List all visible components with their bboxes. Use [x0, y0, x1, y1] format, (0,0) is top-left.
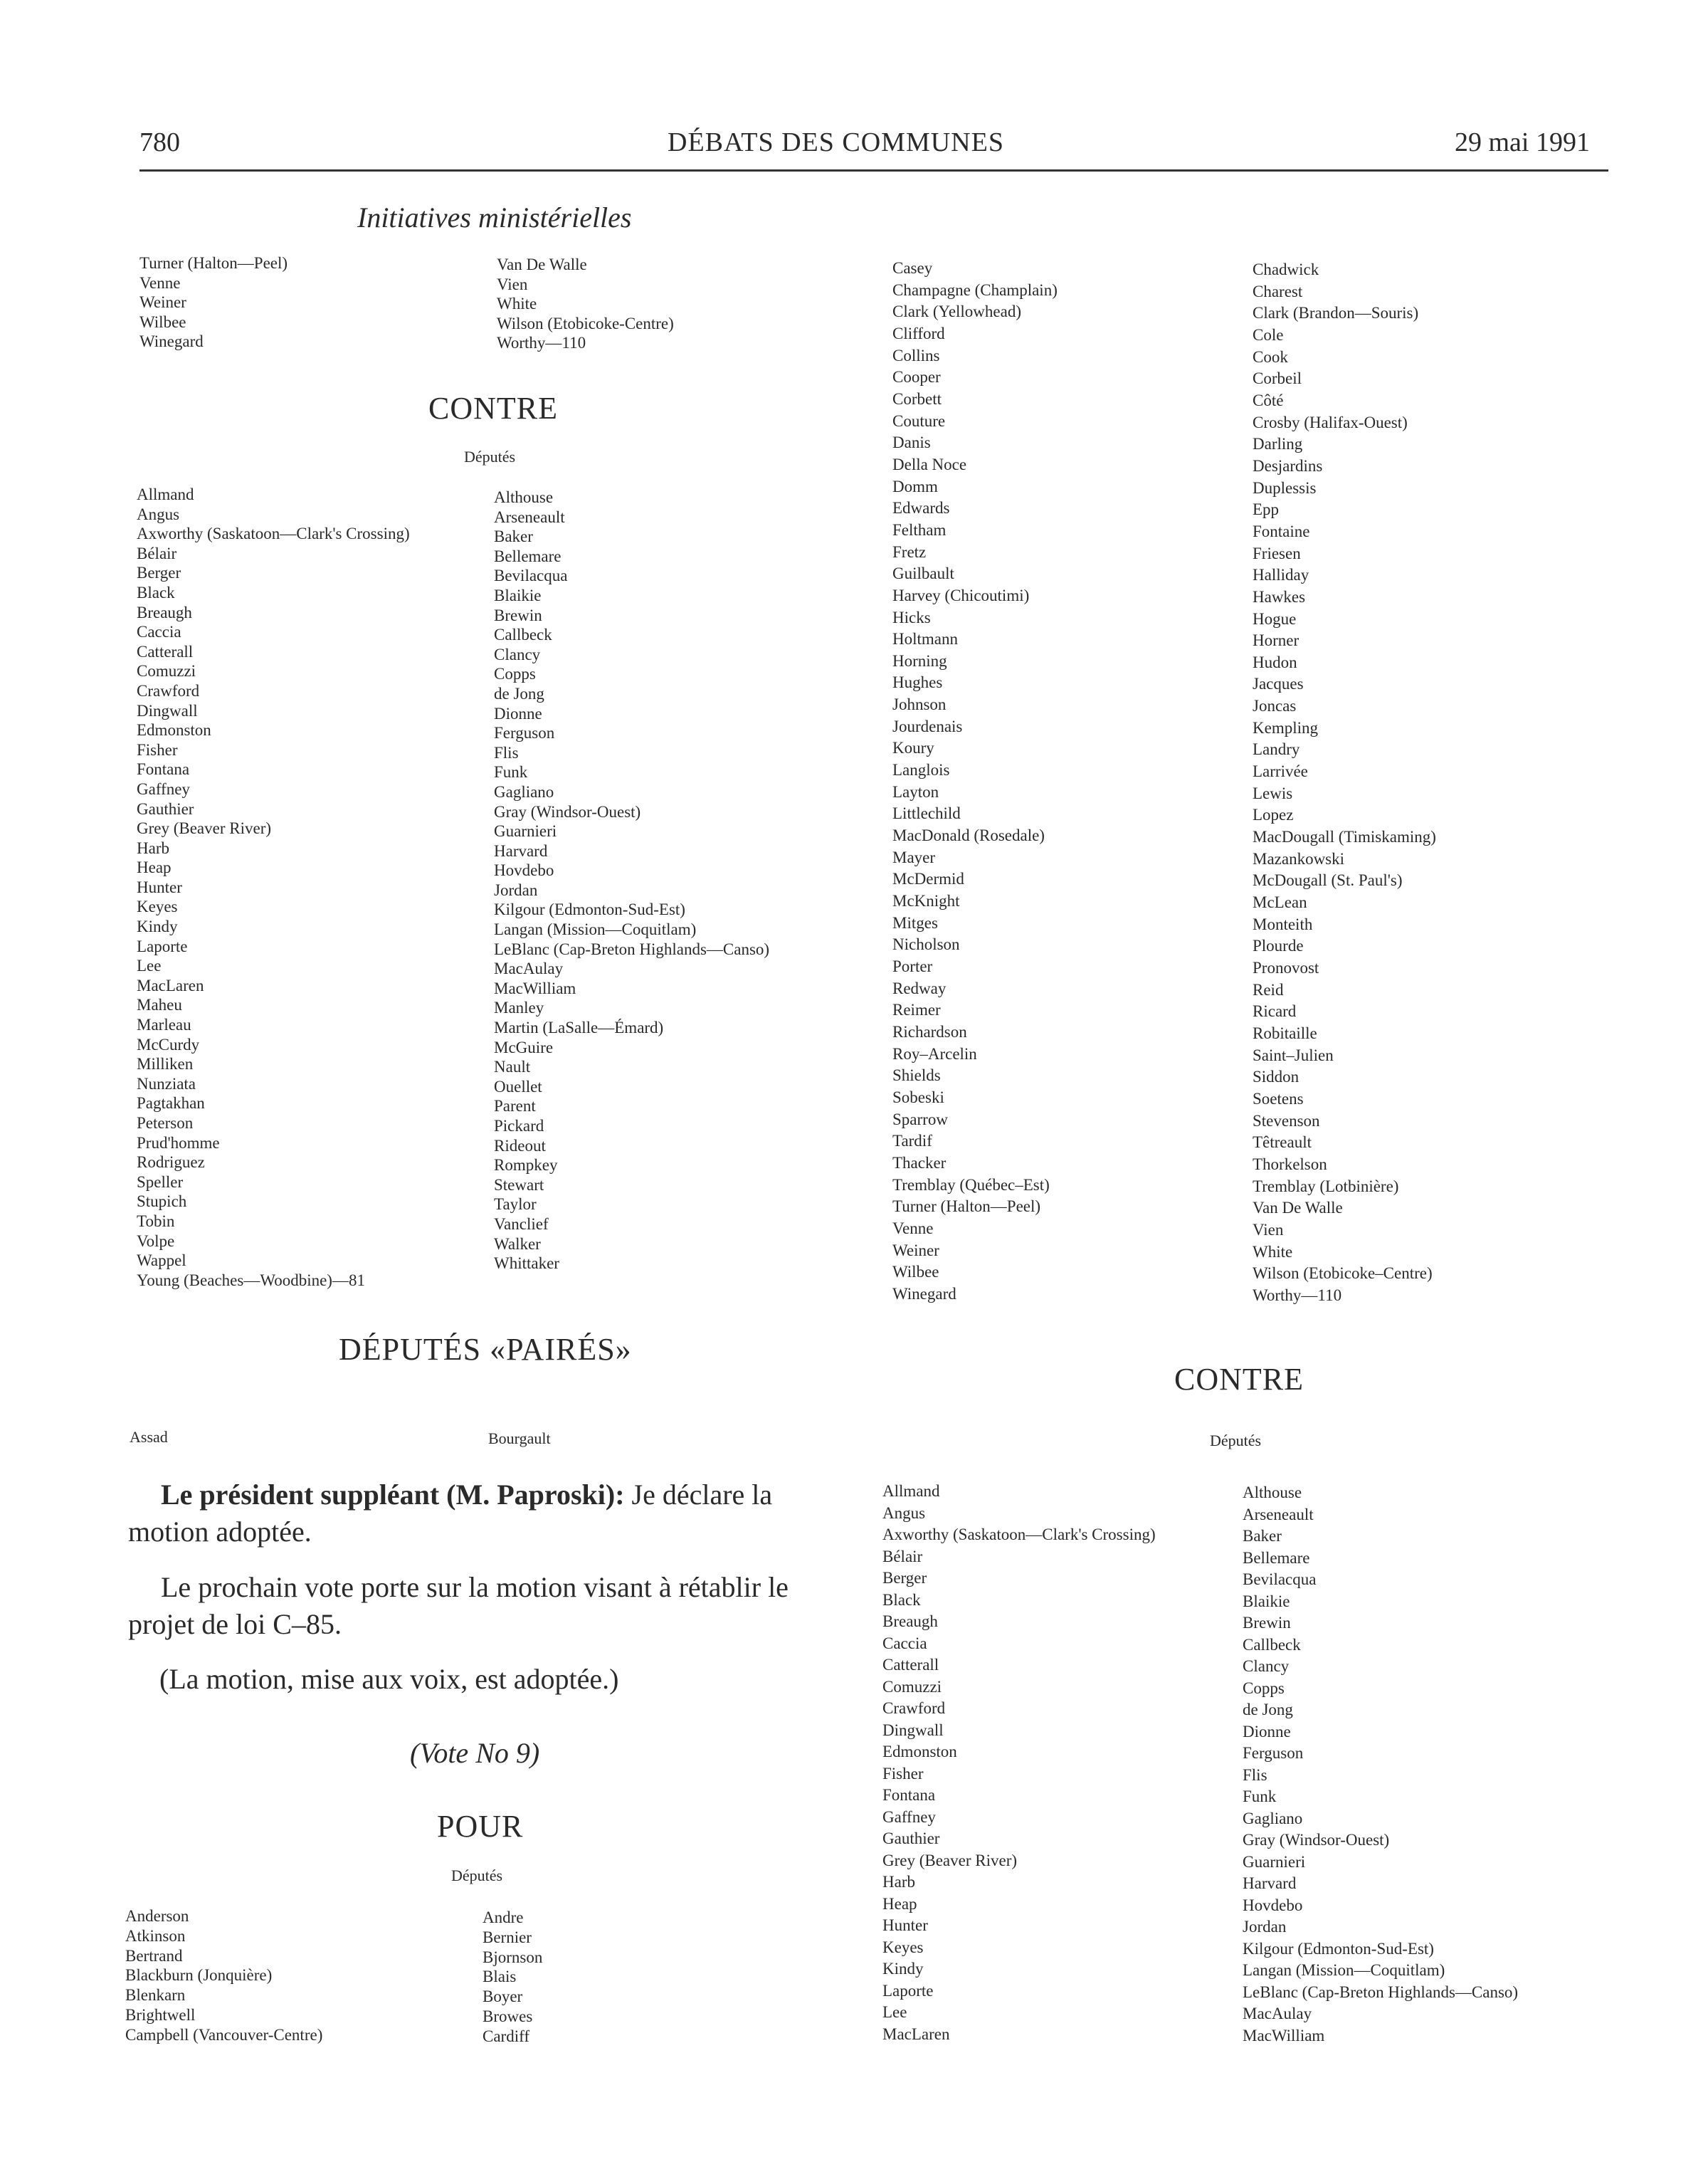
member-name: Hunter [882, 1916, 928, 1934]
member-name: Kilgour (Edmonton-Sud-Est) [1243, 1939, 1434, 1958]
member-name: Wilson (Etobicoke–Centre) [1253, 1264, 1433, 1283]
speaker-name: Le président suppléant (M. Paproski): [161, 1479, 625, 1511]
member-name: MacDonald (Rosedale) [892, 826, 1045, 845]
member-name: Clancy [494, 645, 541, 663]
member-name: Holtmann [892, 630, 958, 649]
member-name: Pronovost [1253, 959, 1319, 977]
pour-heading: POUR [437, 1809, 524, 1844]
member-name: Gray (Windsor-Ouest) [1243, 1831, 1390, 1849]
member-name: Cooper [892, 368, 941, 387]
member-name: Black [137, 583, 175, 602]
contre-col2 [494, 488, 769, 1274]
member-name: Brewin [1243, 1614, 1291, 1632]
member-name: Bjornson [483, 1948, 543, 1966]
member-name: Corbett [892, 389, 942, 408]
member-name: Harvey (Chicoutimi) [892, 586, 1030, 604]
member-name: Funk [494, 763, 528, 782]
member-name: Crosby (Halifax-Ouest) [1253, 413, 1408, 431]
member-name: Tobin [137, 1212, 175, 1230]
member-name: Corbeil [1253, 369, 1302, 388]
section-title: Initiatives ministérielles [357, 201, 632, 233]
member-name: Keyes [137, 898, 178, 916]
page-date: 29 mai 1991 [1455, 127, 1590, 157]
member-name: Bevilacqua [494, 567, 568, 585]
member-name: Blaikie [1243, 1592, 1290, 1610]
member-name: Reimer [892, 1001, 941, 1019]
member-name: Black [882, 1590, 921, 1609]
member-name: Marleau [137, 1016, 191, 1034]
contre-col2-2 [1243, 1482, 1518, 2047]
member-name: Bevilacqua [1243, 1570, 1317, 1588]
member-name: Gray (Windsor-Ouest) [494, 802, 641, 821]
member-name: Keyes [882, 1938, 924, 1956]
member-name: Charest [1253, 282, 1303, 300]
member-name: Blais [483, 1968, 517, 1986]
member-name: Bernier [483, 1928, 532, 1946]
member-name: Dingwall [137, 701, 198, 720]
member-name: Rodriguez [137, 1153, 205, 1172]
member-name: Tardif [892, 1132, 932, 1150]
member-name: McCurdy [137, 1035, 200, 1054]
member-name: Althouse [1243, 1484, 1302, 1501]
member-name: Manley [494, 999, 544, 1017]
member-name: Kilgour (Edmonton-Sud-Est) [494, 901, 685, 919]
member-name: Milliken [137, 1055, 194, 1073]
member-name: Allmand [882, 1482, 940, 1500]
member-name: Pickard [494, 1117, 544, 1135]
member-name: Kindy [882, 1960, 924, 1978]
member-name: Gauthier [137, 799, 194, 818]
header-rule [139, 169, 1608, 172]
member-name: Ricard [1253, 1002, 1297, 1021]
member-name: Edmonston [882, 1743, 957, 1760]
member-name: Mitges [892, 913, 938, 932]
member-name: Kempling [1253, 718, 1318, 737]
member-name: Caccia [882, 1634, 927, 1652]
member-name: Dionne [1243, 1722, 1291, 1741]
member-name: Callbeck [494, 626, 552, 644]
member-name: Wilson (Etobicoke-Centre) [497, 314, 674, 332]
member-name: Campbell (Vancouver-Centre) [125, 2025, 323, 2044]
member-name: Edmonston [137, 721, 211, 740]
member-name: Breaugh [137, 603, 192, 621]
member-name: MacLaren [882, 2025, 950, 2043]
member-name: Anderson [125, 1907, 189, 1925]
paragraph-next-vote: Le prochain vote porte sur la motion visant à rétablir le projet de loi C–85. [128, 1571, 789, 1640]
member-name: Grey (Beaver River) [882, 1851, 1018, 1869]
member-name: Robitaille [1253, 1024, 1317, 1042]
member-name: Gaffney [882, 1807, 936, 1826]
member-name: Monteith [1253, 915, 1313, 933]
member-name: Nunziata [137, 1074, 196, 1093]
member-name: Jourdenais [892, 717, 963, 735]
member-name: Winegard [139, 332, 204, 350]
pour-subheading: Députés [451, 1867, 503, 1884]
member-name: McDougall (St. Paul's) [1253, 871, 1403, 890]
member-name: Gagliano [494, 782, 554, 801]
member-name: Clifford [892, 324, 945, 342]
member-name: Vien [497, 275, 528, 293]
member-name: Volpe [137, 1232, 175, 1250]
member-name: Prud'homme [137, 1133, 220, 1152]
member-name: Nault [494, 1058, 531, 1076]
member-name: Thorkelson [1253, 1155, 1327, 1173]
previous-vote-col1 [139, 253, 288, 352]
member-name: Epp [1253, 500, 1280, 519]
member-name: Flis [494, 743, 519, 762]
member-name: Andre [483, 1909, 524, 1926]
member-name: Friesen [1253, 544, 1301, 562]
member-name: Jordan [1243, 1918, 1287, 1936]
member-name: Rideout [494, 1136, 546, 1155]
member-name: Vanclief [494, 1214, 549, 1233]
member-name: Clark (Brandon—Souris) [1253, 304, 1419, 322]
member-name: Jordan [494, 881, 538, 899]
member-name: Plourde [1253, 937, 1304, 955]
member-name: Fretz [892, 542, 927, 561]
member-name: LeBlanc (Cap-Breton Highlands—Canso) [1243, 1983, 1519, 2001]
member-name: Crawford [137, 681, 200, 700]
pour-col2 [483, 1908, 542, 2047]
member-name: Comuzzi [882, 1677, 942, 1696]
member-name: Desjardins [1253, 456, 1323, 475]
member-name: Chadwick [1253, 261, 1319, 278]
member-name: Hudon [1253, 653, 1297, 671]
member-name: Tremblay (Lotbinière) [1253, 1177, 1399, 1195]
member-name: Soetens [1253, 1089, 1304, 1108]
member-name: Worthy—110 [1253, 1286, 1342, 1304]
member-name: Wilbee [139, 313, 186, 331]
contre-heading: CONTRE [428, 391, 558, 426]
paragraph-motion-result: (La motion, mise aux voix, est adoptée.) [159, 1663, 619, 1695]
member-name: Fisher [137, 740, 178, 759]
member-name: Casey [892, 259, 933, 277]
member-name: Fisher [882, 1764, 924, 1783]
member-name: Tremblay (Québec–Est) [892, 1175, 1050, 1194]
member-name: Dingwall [882, 1721, 944, 1739]
member-name: Ferguson [494, 724, 555, 742]
member-name: Copps [494, 665, 536, 683]
member-name: Van De Walle [497, 256, 587, 273]
page-header-title: DÉBATS DES COMMUNES [668, 127, 1004, 157]
member-name: Althouse [494, 488, 554, 506]
member-name: Speller [137, 1172, 184, 1191]
member-name: Axworthy (Saskatoon—Clark's Crossing) [882, 1526, 1156, 1543]
member-name: Wappel [137, 1251, 186, 1270]
paires-heading: DÉPUTÉS «PAIRÉS» [339, 1332, 632, 1367]
member-name: Stevenson [1253, 1111, 1320, 1130]
member-name: Têtreault [1253, 1133, 1312, 1152]
member-name: Guarnieri [1243, 1852, 1306, 1871]
member-name: McKnight [892, 892, 960, 910]
member-name: Brightwell [125, 2005, 196, 2024]
member-name: Nicholson [892, 935, 960, 954]
member-name: Harb [882, 1873, 915, 1891]
member-name: Winegard [892, 1284, 956, 1303]
member-name: Browes [483, 2007, 533, 2025]
member-name: Atkinson [125, 1926, 186, 1945]
member-name: Baker [1243, 1527, 1282, 1545]
member-name: Jacques [1253, 675, 1304, 693]
member-name: Côté [1253, 391, 1284, 409]
member-name: Young (Beaches—Woodbine)—81 [137, 1271, 365, 1289]
member-name: Angus [137, 505, 180, 523]
member-name: Hovdebo [494, 861, 554, 880]
member-name: MacDougall (Timiskaming) [1253, 828, 1436, 846]
member-name: Axworthy (Saskatoon—Clark's Crossing) [137, 525, 410, 543]
contre-subheading: Députés [464, 448, 516, 466]
member-name: Heap [137, 859, 172, 877]
member-name: Mayer [892, 848, 936, 866]
member-name: Turner (Halton—Peel) [139, 254, 288, 272]
member-name: Langan (Mission—Coquitlam) [494, 920, 697, 939]
member-name: McDermid [892, 870, 964, 888]
member-name: Laporte [137, 937, 188, 955]
member-name: Vien [1253, 1220, 1284, 1239]
member-name: Ferguson [1243, 1744, 1304, 1762]
member-name: Hunter [137, 878, 182, 896]
member-name: Copps [1243, 1679, 1285, 1697]
member-name: Champagne (Champlain) [892, 280, 1058, 299]
member-name: Horner [1253, 631, 1300, 650]
member-name: Catterall [137, 642, 194, 661]
member-name: Littlechild [892, 804, 961, 823]
member-name: Berger [137, 564, 181, 582]
member-name: Lee [882, 2003, 907, 2021]
paragraph-motion-adopted [128, 1476, 847, 1550]
member-name: Shields [892, 1066, 941, 1085]
member-name: Van De Walle [1253, 1199, 1343, 1217]
member-name: Bertrand [125, 1946, 183, 1965]
member-name: Maheu [137, 996, 182, 1014]
member-name: Allmand [137, 485, 194, 503]
member-name: Bélair [882, 1547, 923, 1565]
member-name: MacWilliam [1243, 2026, 1325, 2044]
member-name: Sobeski [892, 1088, 944, 1106]
member-name: Boyer [483, 1988, 523, 2006]
member-name: Crawford [882, 1699, 946, 1717]
member-name: Pagtakhan [137, 1094, 205, 1113]
paragraph-text: Je déclare la motion adoptée. [128, 1479, 773, 1548]
member-name: Stupich [137, 1192, 187, 1211]
member-name: Stewart [494, 1175, 544, 1194]
member-name: Hawkes [1253, 587, 1306, 606]
member-name: Hovdebo [1243, 1896, 1303, 1914]
member-name: Guarnieri [494, 822, 557, 841]
member-name: Feltham [892, 520, 947, 539]
member-name: Peterson [137, 1114, 194, 1132]
member-name: Comuzzi [137, 662, 196, 681]
member-name: Joncas [1253, 697, 1297, 715]
member-name: Weiner [892, 1241, 939, 1259]
member-name: Laporte [882, 1981, 934, 2000]
member-name: Hogue [1253, 609, 1297, 628]
member-name: Larrivée [1253, 762, 1308, 781]
member-name: Catterall [882, 1656, 939, 1674]
member-name: Bélair [137, 544, 177, 562]
contre-heading-2: CONTRE [1174, 1362, 1304, 1397]
member-name: Danis [892, 434, 931, 452]
member-name: McLean [1253, 893, 1307, 912]
member-name: Fontana [882, 1786, 936, 1804]
member-name: Cardiff [483, 2027, 530, 2045]
member-name: White [497, 295, 537, 313]
member-name: McGuire [494, 1038, 554, 1056]
member-name: Grey (Beaver River) [137, 819, 272, 838]
member-name: Baker [494, 527, 533, 546]
member-name: Rompkey [494, 1156, 558, 1175]
member-name: Richardson [892, 1022, 967, 1041]
member-name: Lee [137, 957, 162, 975]
member-name: de Jong [494, 684, 544, 703]
member-name: White [1253, 1242, 1293, 1261]
member-name: Cole [1253, 325, 1284, 344]
pour-col1 [125, 1906, 322, 2045]
member-name: Whittaker [494, 1254, 559, 1273]
member-name: Lopez [1253, 806, 1294, 824]
member-name: Fontana [137, 760, 190, 779]
member-name: Collins [892, 346, 940, 364]
member-name: Walker [494, 1234, 541, 1253]
member-name: Hughes [892, 673, 943, 692]
member-name: Horning [892, 651, 947, 670]
member-name: Della Noce [892, 455, 967, 473]
member-name: MacAulay [1243, 2005, 1312, 2022]
member-name: Berger [882, 1569, 927, 1587]
member-name: Angus [882, 1503, 926, 1522]
member-name: Taylor [494, 1195, 537, 1214]
contre-subheading-2: Députés [1210, 1432, 1262, 1449]
member-name: Martin (LaSalle—Émard) [494, 1019, 664, 1037]
member-name: Fontaine [1253, 522, 1310, 540]
previous-vote-col2 [497, 255, 674, 353]
member-name: Harvard [1243, 1874, 1297, 1892]
member-name: Couture [892, 411, 946, 430]
member-name: Langlois [892, 761, 950, 779]
member-name: Sparrow [892, 1110, 948, 1128]
member-name: Harvard [494, 841, 548, 860]
member-name: Hicks [892, 608, 931, 626]
member-name: Landry [1253, 740, 1300, 759]
member-name: Venne [139, 273, 181, 292]
member-name: Arseneault [494, 508, 565, 526]
member-name: Parent [494, 1097, 536, 1115]
member-name: Cook [1253, 347, 1288, 366]
member-name: Koury [892, 739, 934, 757]
member-name: Langan (Mission—Coquitlam) [1243, 1961, 1445, 1979]
member-name: Wilbee [892, 1263, 939, 1281]
member-name: Kindy [137, 918, 178, 936]
member-name: Gaffney [137, 779, 190, 798]
member-name: Redway [892, 979, 947, 997]
member-name: Mazankowski [1253, 849, 1345, 868]
member-name: Layton [892, 782, 939, 801]
member-name: Heap [882, 1894, 917, 1913]
pour-col4 [1253, 259, 1436, 1307]
member-name: Callbeck [1243, 1635, 1301, 1654]
member-name: LeBlanc (Cap-Breton Highlands—Canso) [494, 940, 770, 958]
member-name: Halliday [1253, 566, 1309, 584]
contre-col1-2 [882, 1481, 1156, 2045]
member-name: Breaugh [882, 1612, 938, 1630]
member-name: Porter [892, 957, 933, 975]
member-name: Blaikie [494, 586, 542, 604]
member-name: Siddon [1253, 1068, 1300, 1086]
contre-col1 [137, 485, 410, 1290]
member-name: Domm [892, 477, 938, 495]
member-name: Arseneault [1243, 1505, 1314, 1523]
member-name: Thacker [892, 1153, 947, 1172]
member-name: MacLaren [137, 976, 204, 994]
member-name: Guilbault [892, 565, 954, 583]
paires-col1: Assad [130, 1428, 168, 1446]
member-name: Saint–Julien [1253, 1046, 1334, 1064]
member-name: Johnson [892, 695, 947, 714]
member-name: Roy–Arcelin [892, 1044, 977, 1063]
page-number: 780 [139, 127, 180, 157]
member-name: Reid [1253, 980, 1284, 999]
member-name: MacAulay [494, 960, 564, 978]
member-name: Bellemare [494, 547, 562, 565]
member-name: Worthy—110 [497, 334, 586, 352]
member-name: Edwards [892, 499, 950, 518]
member-name: Gagliano [1243, 1809, 1303, 1827]
member-name: Harb [137, 839, 169, 857]
member-name: Dionne [494, 704, 542, 723]
member-name: Ouellet [494, 1077, 542, 1096]
member-name: Clancy [1243, 1657, 1290, 1675]
pour-col3 [892, 258, 1058, 1306]
member-name: Gauthier [882, 1829, 940, 1847]
vote-number: (Vote No 9) [410, 1737, 540, 1769]
member-name: Venne [892, 1219, 934, 1237]
member-name: MacWilliam [494, 979, 576, 997]
member-name: Darling [1253, 435, 1303, 453]
member-name: Clark (Yellowhead) [892, 303, 1021, 321]
member-name: de Jong [1243, 1701, 1293, 1718]
member-name: Weiner [139, 293, 186, 311]
member-name: Brewin [494, 606, 542, 624]
member-name: Turner (Halton—Peel) [892, 1197, 1041, 1216]
member-name: Caccia [137, 623, 181, 641]
member-name: Duplessis [1253, 478, 1317, 497]
member-name: Blenkarn [125, 1986, 186, 2005]
member-name: Lewis [1253, 784, 1293, 802]
member-name: Flis [1243, 1765, 1267, 1784]
member-name: Bellemare [1243, 1548, 1310, 1567]
paires-col2: Bourgault [488, 1429, 551, 1447]
member-name: Funk [1243, 1787, 1277, 1805]
member-name: Blackburn (Jonquière) [125, 1966, 273, 1985]
